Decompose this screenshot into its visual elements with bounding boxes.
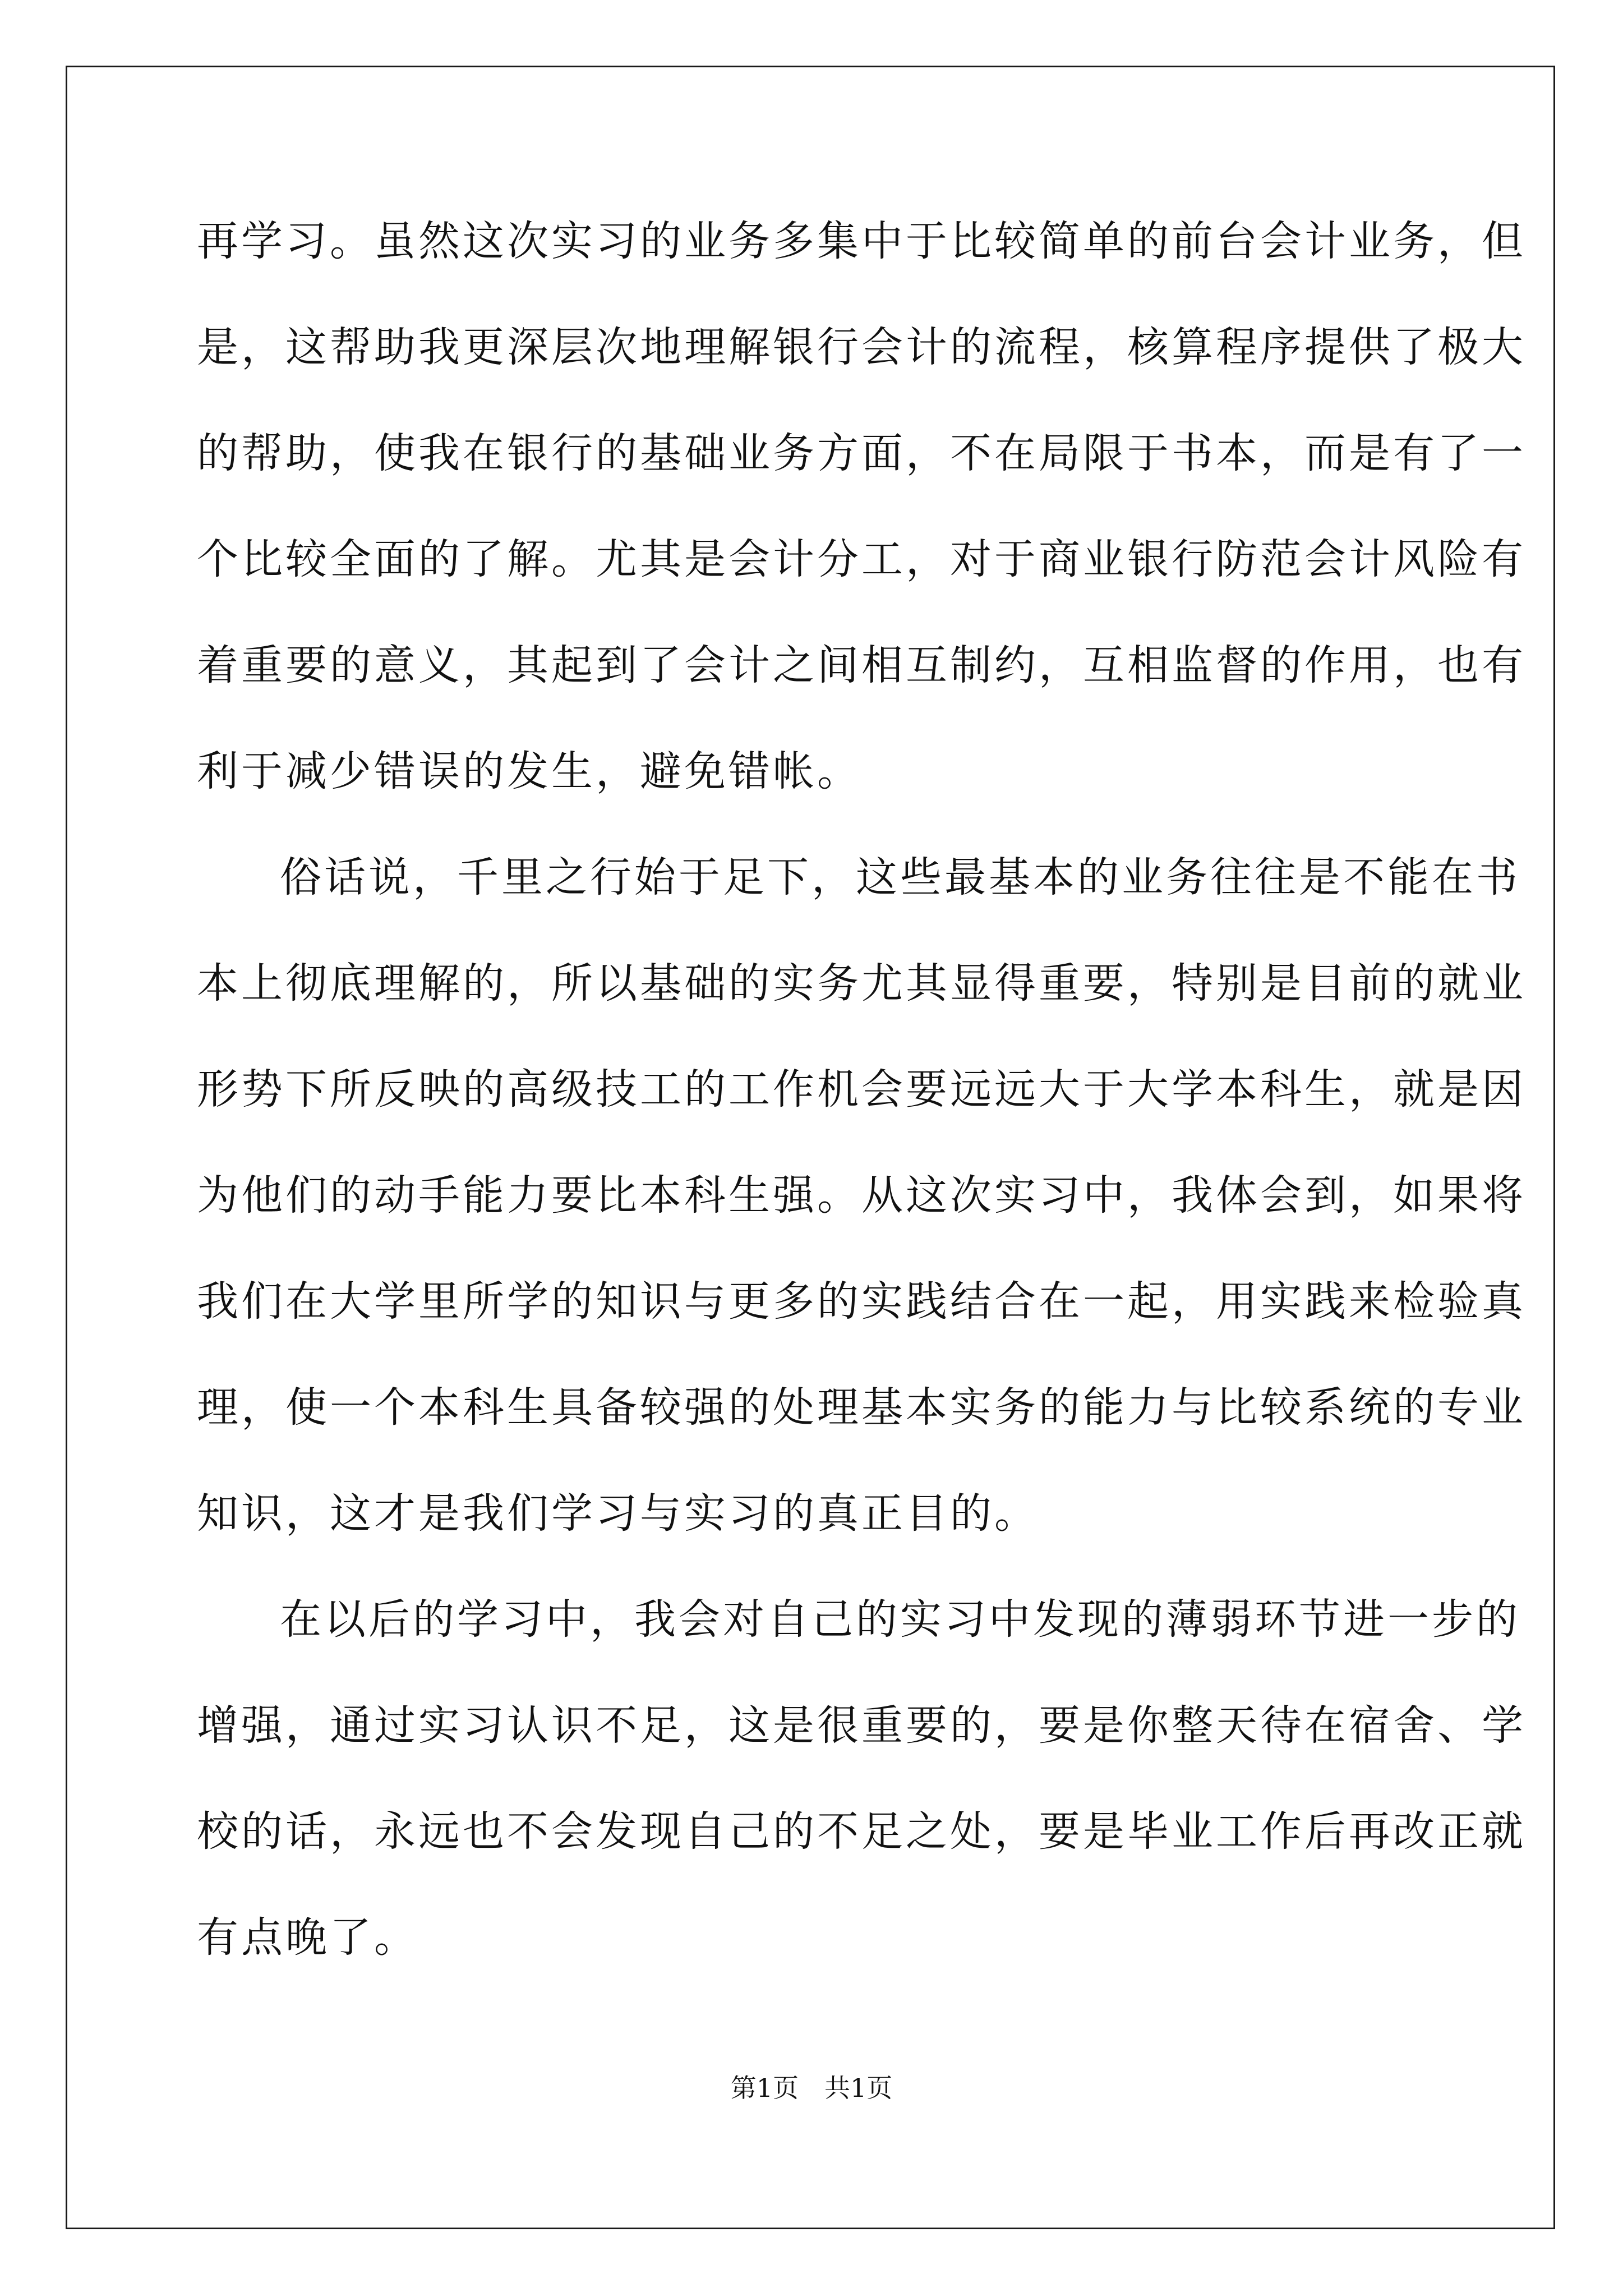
text-line: 的帮助，使我在银行的基础业务方面，不在局限于书本，而是有了一 [197, 429, 1526, 477]
text-line: 个比较全面的了解。尤其是会计分工，对于商业银行防范会计风险有 [197, 535, 1526, 583]
text-line: 我们在大学里所学的知识与更多的实践结合在一起，用实践来检验真 [197, 1277, 1526, 1326]
text-line: 理，使一个本科生具备较强的处理基本实务的能力与比较系统的专业 [197, 1383, 1526, 1432]
text-line: 再学习。虽然这次实习的业务多集中于比较简单的前台会计业务，但 [197, 217, 1526, 265]
text-line: 俗话说，千里之行始于足下，这些最基本的业务往往是不能在书 [280, 853, 1520, 901]
text-line: 知识，这才是我们学习与实习的真正目的。 [197, 1489, 1039, 1538]
text-line: 为他们的动手能力要比本科生强。从这次实习中，我体会到，如果将 [197, 1171, 1526, 1220]
text-line: 形势下所反映的高级技工的工作机会要远远大于大学本科生，就是因 [197, 1065, 1526, 1114]
text-line: 有点晚了。 [197, 1913, 418, 1962]
text-line: 利于减少错误的发生，避免错帐。 [197, 747, 861, 795]
text-line: 在以后的学习中，我会对自己的实习中发现的薄弱环节进一步的 [280, 1595, 1520, 1644]
page-number-footer: 第1页 共1页 [730, 2073, 893, 2103]
text-line: 是，这帮助我更深层次地理解银行会计的流程，核算程序提供了极大 [197, 323, 1526, 371]
text-line: 本上彻底理解的，所以基础的实务尤其显得重要，特别是目前的就业 [197, 959, 1526, 1007]
text-line: 着重要的意义，其起到了会计之间相互制约，互相监督的作用，也有 [197, 641, 1526, 689]
text-line: 增强，通过实习认识不足，这是很重要的，要是你整天待在宿舍、学 [197, 1701, 1526, 1750]
text-line: 校的话，永远也不会发现自己的不足之处，要是毕业工作后再改正就 [197, 1807, 1526, 1856]
